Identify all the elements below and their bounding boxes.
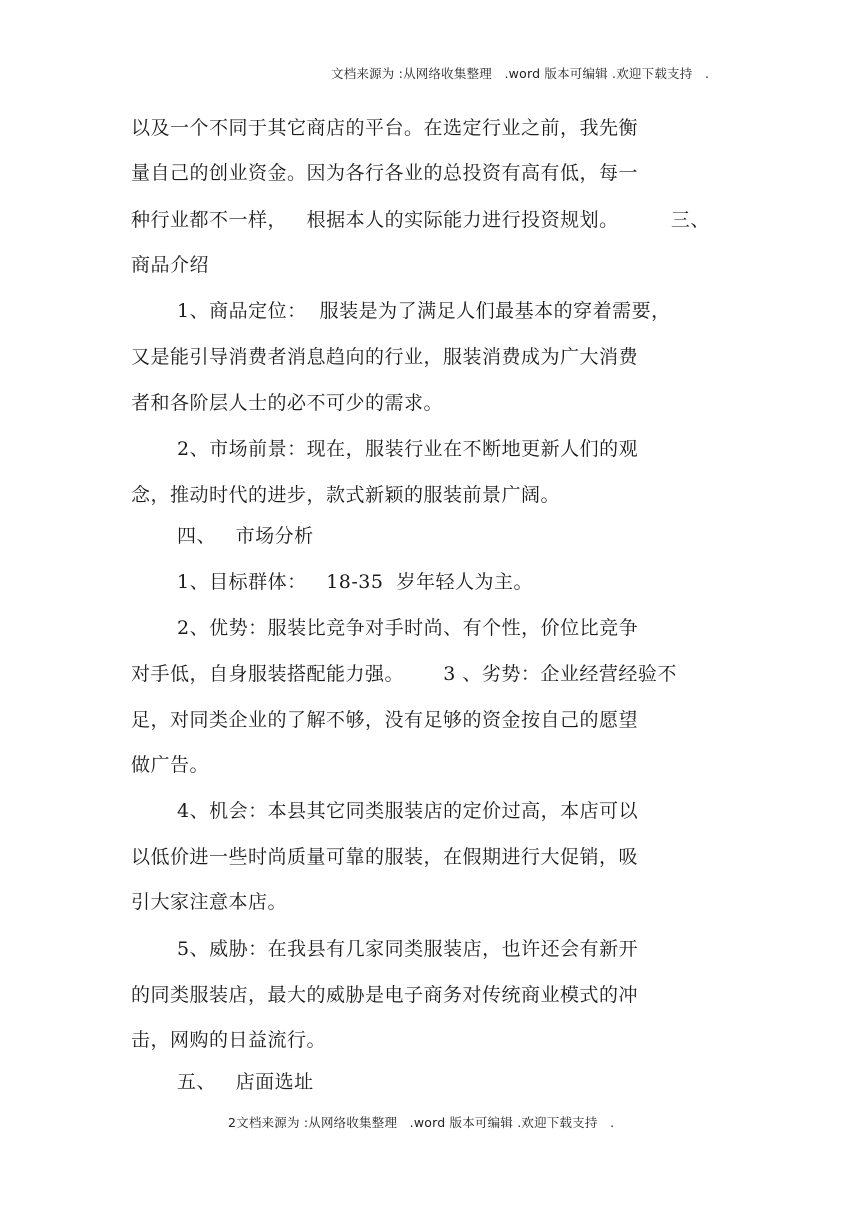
body-line: 2、市场前景：现在，服装行业在不断地更新人们的观 (177, 438, 639, 460)
body-line: 以低价进一些时尚质量可靠的服装，在假期进行大促销，吸 (131, 846, 639, 868)
section-title-store-location: 五、 店面选址 (177, 1071, 314, 1093)
body-line: 5、威胁：在我县有几家同类服装店，也许还会有新开 (177, 938, 639, 960)
body-line: 引大家注意本店。 (131, 891, 288, 913)
body-line: 念，推动时代的进步，款式新颖的服装前景广阔。 (131, 484, 561, 506)
body-line: 4、机会：本县其它同类服装店的定价过高，本店可以 (177, 800, 639, 822)
body-line: 1、商品定位： 服装是为了满足人们最基本的穿着需要， (177, 300, 671, 322)
section-title-market-analysis: 四、 市场分析 (177, 525, 314, 547)
body-line: 的同类服装店，最大的威胁是电子商务对传统商业模式的冲 (131, 984, 639, 1006)
page-header: 文档来源为 :从网络收集整理 .word 版本可编辑 .欢迎下载支持 . (331, 66, 710, 81)
page-footer: 2文档来源为 :从网络收集整理 .word 版本可编辑 .欢迎下载支持 . (228, 1115, 615, 1130)
body-line: 足，对同类企业的了解不够，没有足够的资金按自己的愿望 (131, 709, 639, 731)
body-line: 击，网购的日益流行。 (131, 1029, 327, 1051)
body-line: 量自己的创业资金。因为各行各业的总投资有高有低，每一 (131, 162, 639, 184)
body-line: 以及一个不同于其它商店的平台。在选定行业之前，我先衡 (131, 117, 639, 139)
section-title-product-intro: 商品介绍 (131, 254, 210, 276)
body-line: 1、目标群体： 18-35 岁年轻人为主。 (177, 571, 534, 593)
body-line: 者和各阶层人士的必不可少的需求。 (131, 392, 444, 414)
body-line: 种行业都不一样， 根据本人的实际能力进行投资规划。 三、 (131, 209, 710, 231)
body-line: 做广告。 (131, 754, 210, 776)
body-line: 又是能引导消费者消息趋向的行业，服装消费成为广大消费 (131, 346, 639, 368)
body-line: 对手低，自身服装搭配能力强。 3 、劣势：企业经营经验不 (131, 663, 677, 685)
body-line: 2、优势：服装比竞争对手时尚、有个性，价位比竞争 (177, 617, 639, 639)
